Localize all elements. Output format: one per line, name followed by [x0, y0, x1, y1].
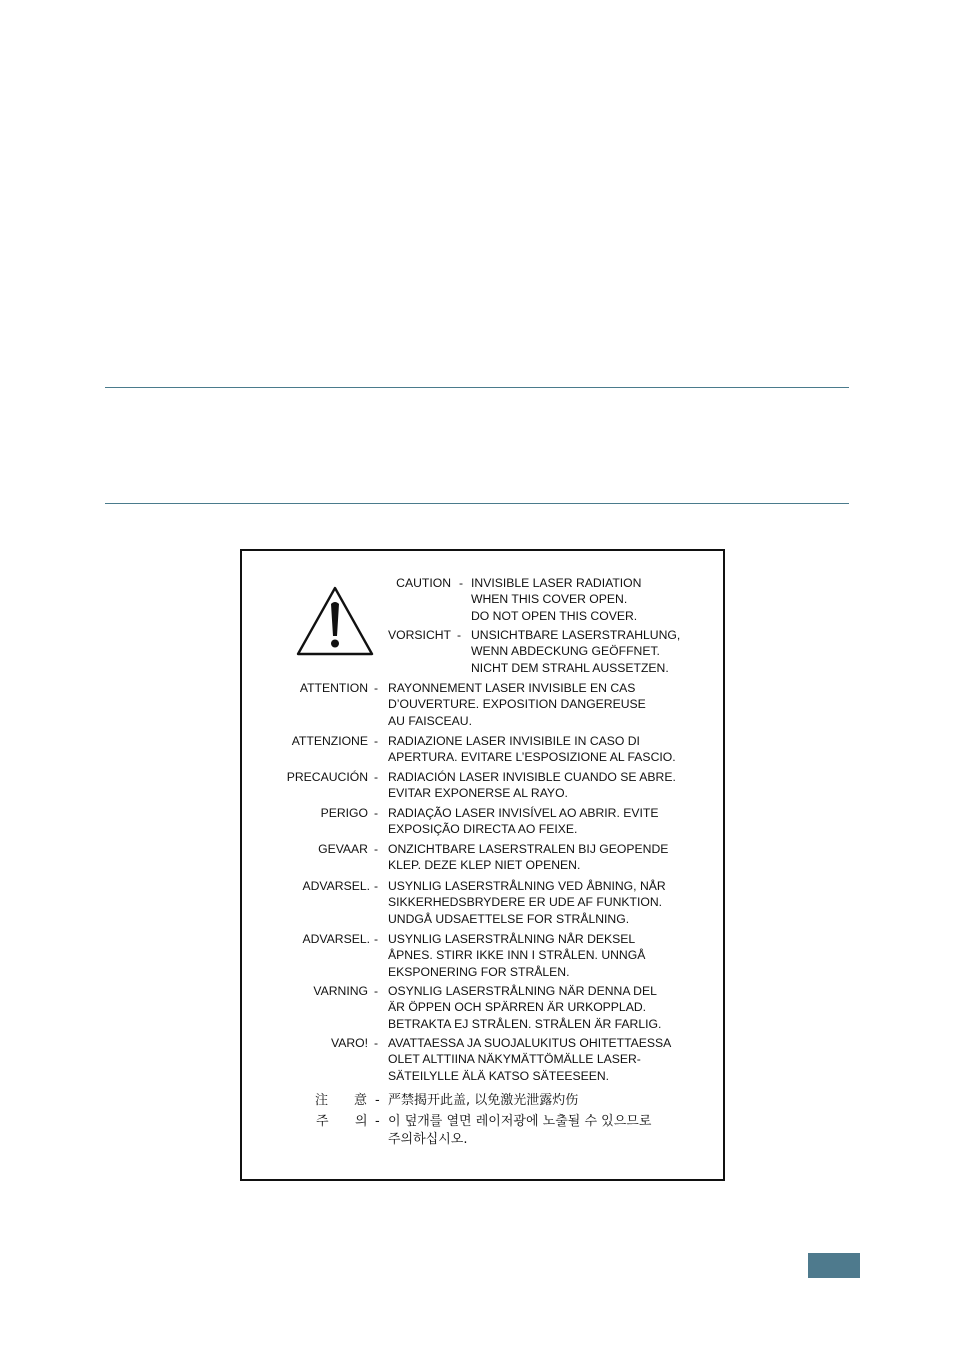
warning-message: RAYONNEMENT LASER INVISIBLE EN CAS D’OUVERTURE. EXPOSITION DANGEREUSE AU FAISCEAU. [388, 681, 646, 728]
warning-dash: - [374, 1036, 379, 1050]
warning-message: RADIACIÓN LASER INVISIBLE CUANDO SE ABRE. EVITAR EXPONERSE AL RAYO. [388, 770, 676, 801]
warning-dash-chinese: - [375, 1093, 380, 1108]
warning-message: OSYNLIG LASERSTRÅLNING NÄR DENNA DEL ÄR ÖPPEN OCH SPÄRREN ÄR URKOPPLAD. BETRAKTA EJ STRÅLEN. STRÅLEN ÄR FARLIG. [388, 984, 662, 1031]
top-rule [105, 387, 849, 388]
warning-word: VARNING [313, 984, 368, 998]
warning-word: GEVAAR [318, 842, 368, 856]
warning-message: RADIAÇÃO LASER INVISÍVEL AO ABRIR. EVITE EXPOSIÇÃO DIRECTA AO FEIXE. [388, 806, 659, 837]
warning-dash: - [374, 770, 379, 784]
warning-message: USYNLIG LASERSTRÅLNING NÅR DEKSEL ÅPNES. STIRR IKKE INN I STRÅLEN. UNNGÅ EKSPONERING FOR STRÅLEN. [388, 932, 646, 979]
warning-message-korean-line2: 주의하십시오. [388, 1132, 468, 1147]
warning-word-korean-2: 의 [355, 1114, 368, 1129]
warning-dash: - [374, 879, 379, 893]
warning-dash: - [374, 734, 379, 748]
warning-word: VARO! [330, 1036, 368, 1050]
warning-message: AVATTAESSA JA SUOJALUKITUS OHITETTAESSA OLET ALTTIINA NÄKYMÄTTÖMÄLLE LASER- SÄTEILYLLE ÄLÄ KATSO SÄTEESEEN. [388, 1036, 672, 1083]
warning-dash: - [374, 806, 379, 820]
bottom-rule [105, 503, 849, 504]
warning-dash: - [459, 576, 464, 590]
warning-word: ADVARSEL. [302, 879, 370, 893]
warning-word: PRECAUCIÓN [286, 770, 368, 784]
warning-message: USYNLIG LASERSTRÅLNING VED ÅBNING, NÅR SIKKERHEDSBRYDERE ER UDE AF FUNKTION. UNDGÅ UDSAETTELSE FOR STRÅLNING. [388, 879, 666, 926]
warning-word-chinese-1: 注 [315, 1093, 329, 1108]
warning-word: ATTENZIONE [291, 734, 368, 748]
warning-dash: - [374, 681, 379, 695]
warning-word: ATTENTION [299, 681, 368, 695]
warning-message: RADIAZIONE LASER INVISIBILE IN CASO DI APERTURA. EVITARE L’ESPOSIZIONE AL FASCIO. [388, 734, 676, 765]
warning-dash: - [374, 932, 379, 946]
warning-word: VORSICHT [388, 628, 451, 642]
warning-message: UNSICHTBARE LASERSTRAHLUNG, WENN ABDECKUNG GEÖFFNET. NICHT DEM STRAHL AUSSETZEN. [471, 628, 681, 675]
warning-dash: - [374, 984, 379, 998]
warning-word: ADVARSEL. [302, 932, 370, 946]
warning-dash-korean: - [375, 1114, 380, 1129]
warning-message: INVISIBLE LASER RADIATION WHEN THIS COVER OPEN. DO NOT OPEN THIS COVER. [471, 576, 642, 623]
warning-word-chinese-2: 意 [354, 1093, 368, 1108]
warning-message-chinese: 严禁揭开此盖, 以免激光泄露灼伤 [388, 1093, 579, 1108]
warning-word-korean-1: 주 [316, 1114, 329, 1129]
page-number-tab [808, 1253, 860, 1278]
warning-word: PERIGO [320, 806, 368, 820]
warning-message: ONZICHTBARE LASERSTRALEN BIJ GEOPENDE KLEP. DEZE KLEP NIET OPENEN. [388, 842, 669, 873]
warning-dash: - [374, 842, 379, 856]
warning-message-korean-line1: 이 덮개를 열면 레이저광에 노출될 수 있으므로 [388, 1114, 652, 1129]
warning-dash: - [457, 628, 462, 642]
warning-triangle-icon [296, 586, 374, 656]
warning-word: CAUTION [396, 576, 451, 590]
